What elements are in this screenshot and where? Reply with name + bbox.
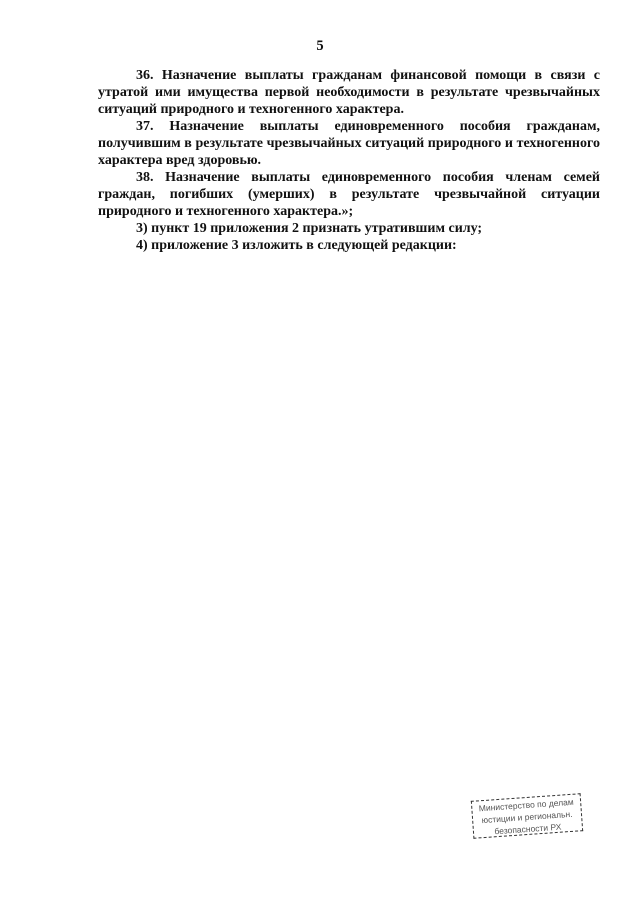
paragraph-amendment-4: 4) приложение 3 изложить в следующей редакции: [136, 238, 457, 253]
page-number: 5 [316, 38, 324, 54]
stamp-line: безопасности РХ [494, 821, 562, 837]
paragraph-item-36: 36. Назначение выплаты гражданам финансовой помощи в связи с утратой ими имущества первой необходимости в результате чрезвычайных ситуаций природного и техногенного характера. [98, 68, 600, 117]
registration-stamp [471, 793, 583, 839]
document-body [98, 67, 600, 254]
stamp-line: юстиции и региональн. [481, 808, 573, 826]
paragraph-item-37: 37. Назначение выплаты единовременного пособия гражданам, получившим в результате чрезвычайных ситуаций природного и техногенного характера вред здоровью. [98, 119, 600, 168]
paragraph-item-38: 38. Назначение выплаты единовременного пособия членам семей граждан, погибших (умерших) в результате чрезвычайной ситуации природного и техногенного характера.»; [98, 170, 600, 219]
stamp-line: Министерство по делам [478, 796, 574, 814]
paragraph-amendment-3: 3) пункт 19 приложения 2 признать утратившим силу; [136, 221, 483, 236]
